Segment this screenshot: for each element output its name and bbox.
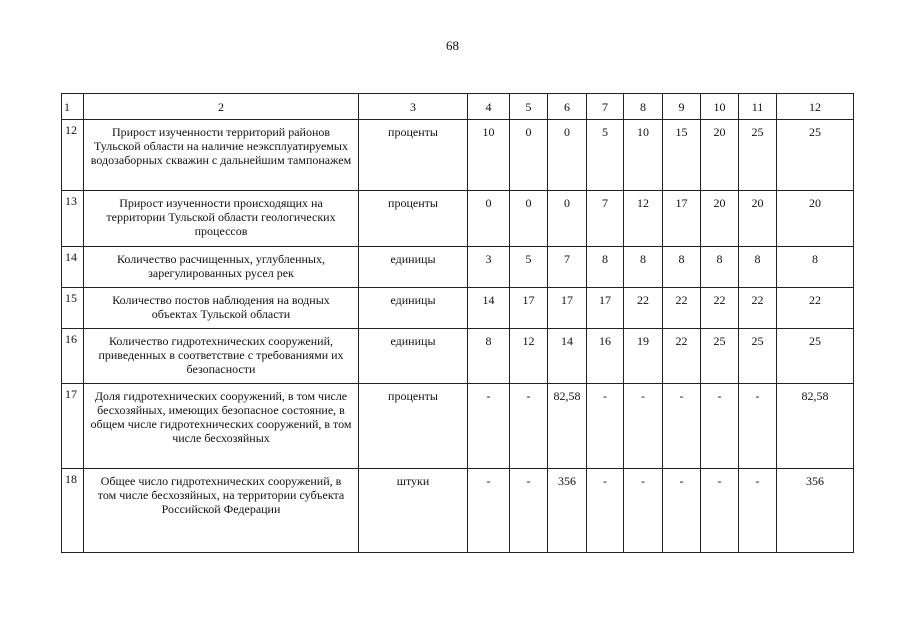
value-cell-col-11: - [739,384,777,469]
value-cell-col-8: - [624,384,663,469]
row-number-cell: 15 [62,288,84,329]
indicator-name-cell: Прирост изученности территорий районов Тульской области на наличие неэксплуатируемых водозаборных скважин с дальнейшим тампонажем [84,120,359,191]
table-row [62,288,854,329]
unit-cell: единицы [359,288,468,329]
value-cell-col-8: 12 [624,191,663,247]
header-cell-col-7: 7 [587,94,624,120]
value-cell-col-4: 0 [468,191,510,247]
row-number-cell: 13 [62,191,84,247]
value-cell-col-11: 22 [739,288,777,329]
unit-cell: проценты [359,384,468,469]
value-cell-col-5: 12 [510,329,548,384]
header-cell-col-2: 2 [84,94,359,120]
value-cell-col-7: - [587,469,624,553]
value-cell-col-5: - [510,384,548,469]
value-cell-col-10: 20 [701,120,739,191]
final-value-cell: 20 [777,191,854,247]
row-number-cell: 14 [62,247,84,288]
row-number-cell: 12 [62,120,84,191]
value-cell-col-4: 3 [468,247,510,288]
value-cell-col-7: 5 [587,120,624,191]
value-cell-col-4: 8 [468,329,510,384]
table-row [62,384,854,469]
final-value-cell: 356 [777,469,854,553]
value-cell-col-5: 17 [510,288,548,329]
value-cell-col-8: 8 [624,247,663,288]
value-cell-col-10: - [701,469,739,553]
value-cell-col-4: - [468,469,510,553]
value-cell-col-8: - [624,469,663,553]
value-cell-col-5: 0 [510,120,548,191]
header-cell-col-10: 10 [701,94,739,120]
indicators-table [61,93,854,553]
value-cell-col-7: 16 [587,329,624,384]
indicator-name-cell: Количество расчищенных, углубленных, зарегулированных русел рек [84,247,359,288]
header-cell-col-8: 8 [624,94,663,120]
table-row [62,329,854,384]
row-number-cell: 17 [62,384,84,469]
value-cell-col-7: 7 [587,191,624,247]
value-cell-col-4: - [468,384,510,469]
header-cell-col-12: 12 [777,94,854,120]
value-cell-col-11: 8 [739,247,777,288]
value-cell-col-6: 17 [548,288,587,329]
table-row [62,120,854,191]
indicator-name-cell: Количество постов наблюдения на водных объектах Тульской области [84,288,359,329]
row-number-cell: 16 [62,329,84,384]
header-cell-col-4: 4 [468,94,510,120]
value-cell-col-9: - [663,384,701,469]
unit-cell: штуки [359,469,468,553]
header-cell-col-1: 1 [62,94,84,120]
value-cell-col-7: 8 [587,247,624,288]
value-cell-col-4: 10 [468,120,510,191]
value-cell-col-11: 25 [739,329,777,384]
value-cell-col-6: 82,58 [548,384,587,469]
value-cell-col-6: 14 [548,329,587,384]
header-cell-col-6: 6 [548,94,587,120]
header-cell-col-5: 5 [510,94,548,120]
value-cell-col-5: - [510,469,548,553]
value-cell-col-6: 7 [548,247,587,288]
unit-cell: единицы [359,329,468,384]
value-cell-col-4: 14 [468,288,510,329]
value-cell-col-5: 0 [510,191,548,247]
final-value-cell: 25 [777,120,854,191]
value-cell-col-6: 0 [548,191,587,247]
final-value-cell: 82,58 [777,384,854,469]
table-row [62,469,854,553]
value-cell-col-9: 22 [663,329,701,384]
value-cell-col-8: 10 [624,120,663,191]
row-number-cell: 18 [62,469,84,553]
value-cell-col-10: 25 [701,329,739,384]
table-body [62,94,854,553]
value-cell-col-10: 22 [701,288,739,329]
value-cell-col-6: 356 [548,469,587,553]
indicator-name-cell: Общее число гидротехнических сооружений, в том числе бесхозяйных, на территории субъекта Российской Федерации [84,469,359,553]
final-value-cell: 22 [777,288,854,329]
value-cell-col-6: 0 [548,120,587,191]
value-cell-col-9: 15 [663,120,701,191]
value-cell-col-7: - [587,384,624,469]
unit-cell: единицы [359,247,468,288]
indicator-name-cell: Прирост изученности происходящих на территории Тульской области геологических процессов [84,191,359,247]
header-cell-col-9: 9 [663,94,701,120]
value-cell-col-11: 20 [739,191,777,247]
value-cell-col-8: 19 [624,329,663,384]
value-cell-col-9: 22 [663,288,701,329]
indicator-name-cell: Доля гидротехнических сооружений, в том числе бесхозяйных, имеющих безопасное состояние, в общем числе гидротехнических сооружений, в том числе бесхозяйных [84,384,359,469]
table-row [62,191,854,247]
header-row [62,94,854,120]
value-cell-col-8: 22 [624,288,663,329]
unit-cell: проценты [359,191,468,247]
header-cell-col-3: 3 [359,94,468,120]
value-cell-col-10: 8 [701,247,739,288]
header-cell-col-11: 11 [739,94,777,120]
page-number: 68 [446,38,459,53]
value-cell-col-11: - [739,469,777,553]
final-value-cell: 25 [777,329,854,384]
table-row [62,247,854,288]
value-cell-col-5: 5 [510,247,548,288]
unit-cell: проценты [359,120,468,191]
indicator-name-cell: Количество гидротехнических сооружений, приведенных в соответствие с требованиями их безопасности [84,329,359,384]
value-cell-col-11: 25 [739,120,777,191]
value-cell-col-9: 17 [663,191,701,247]
value-cell-col-7: 17 [587,288,624,329]
value-cell-col-9: - [663,469,701,553]
value-cell-col-10: - [701,384,739,469]
final-value-cell: 8 [777,247,854,288]
value-cell-col-10: 20 [701,191,739,247]
value-cell-col-9: 8 [663,247,701,288]
